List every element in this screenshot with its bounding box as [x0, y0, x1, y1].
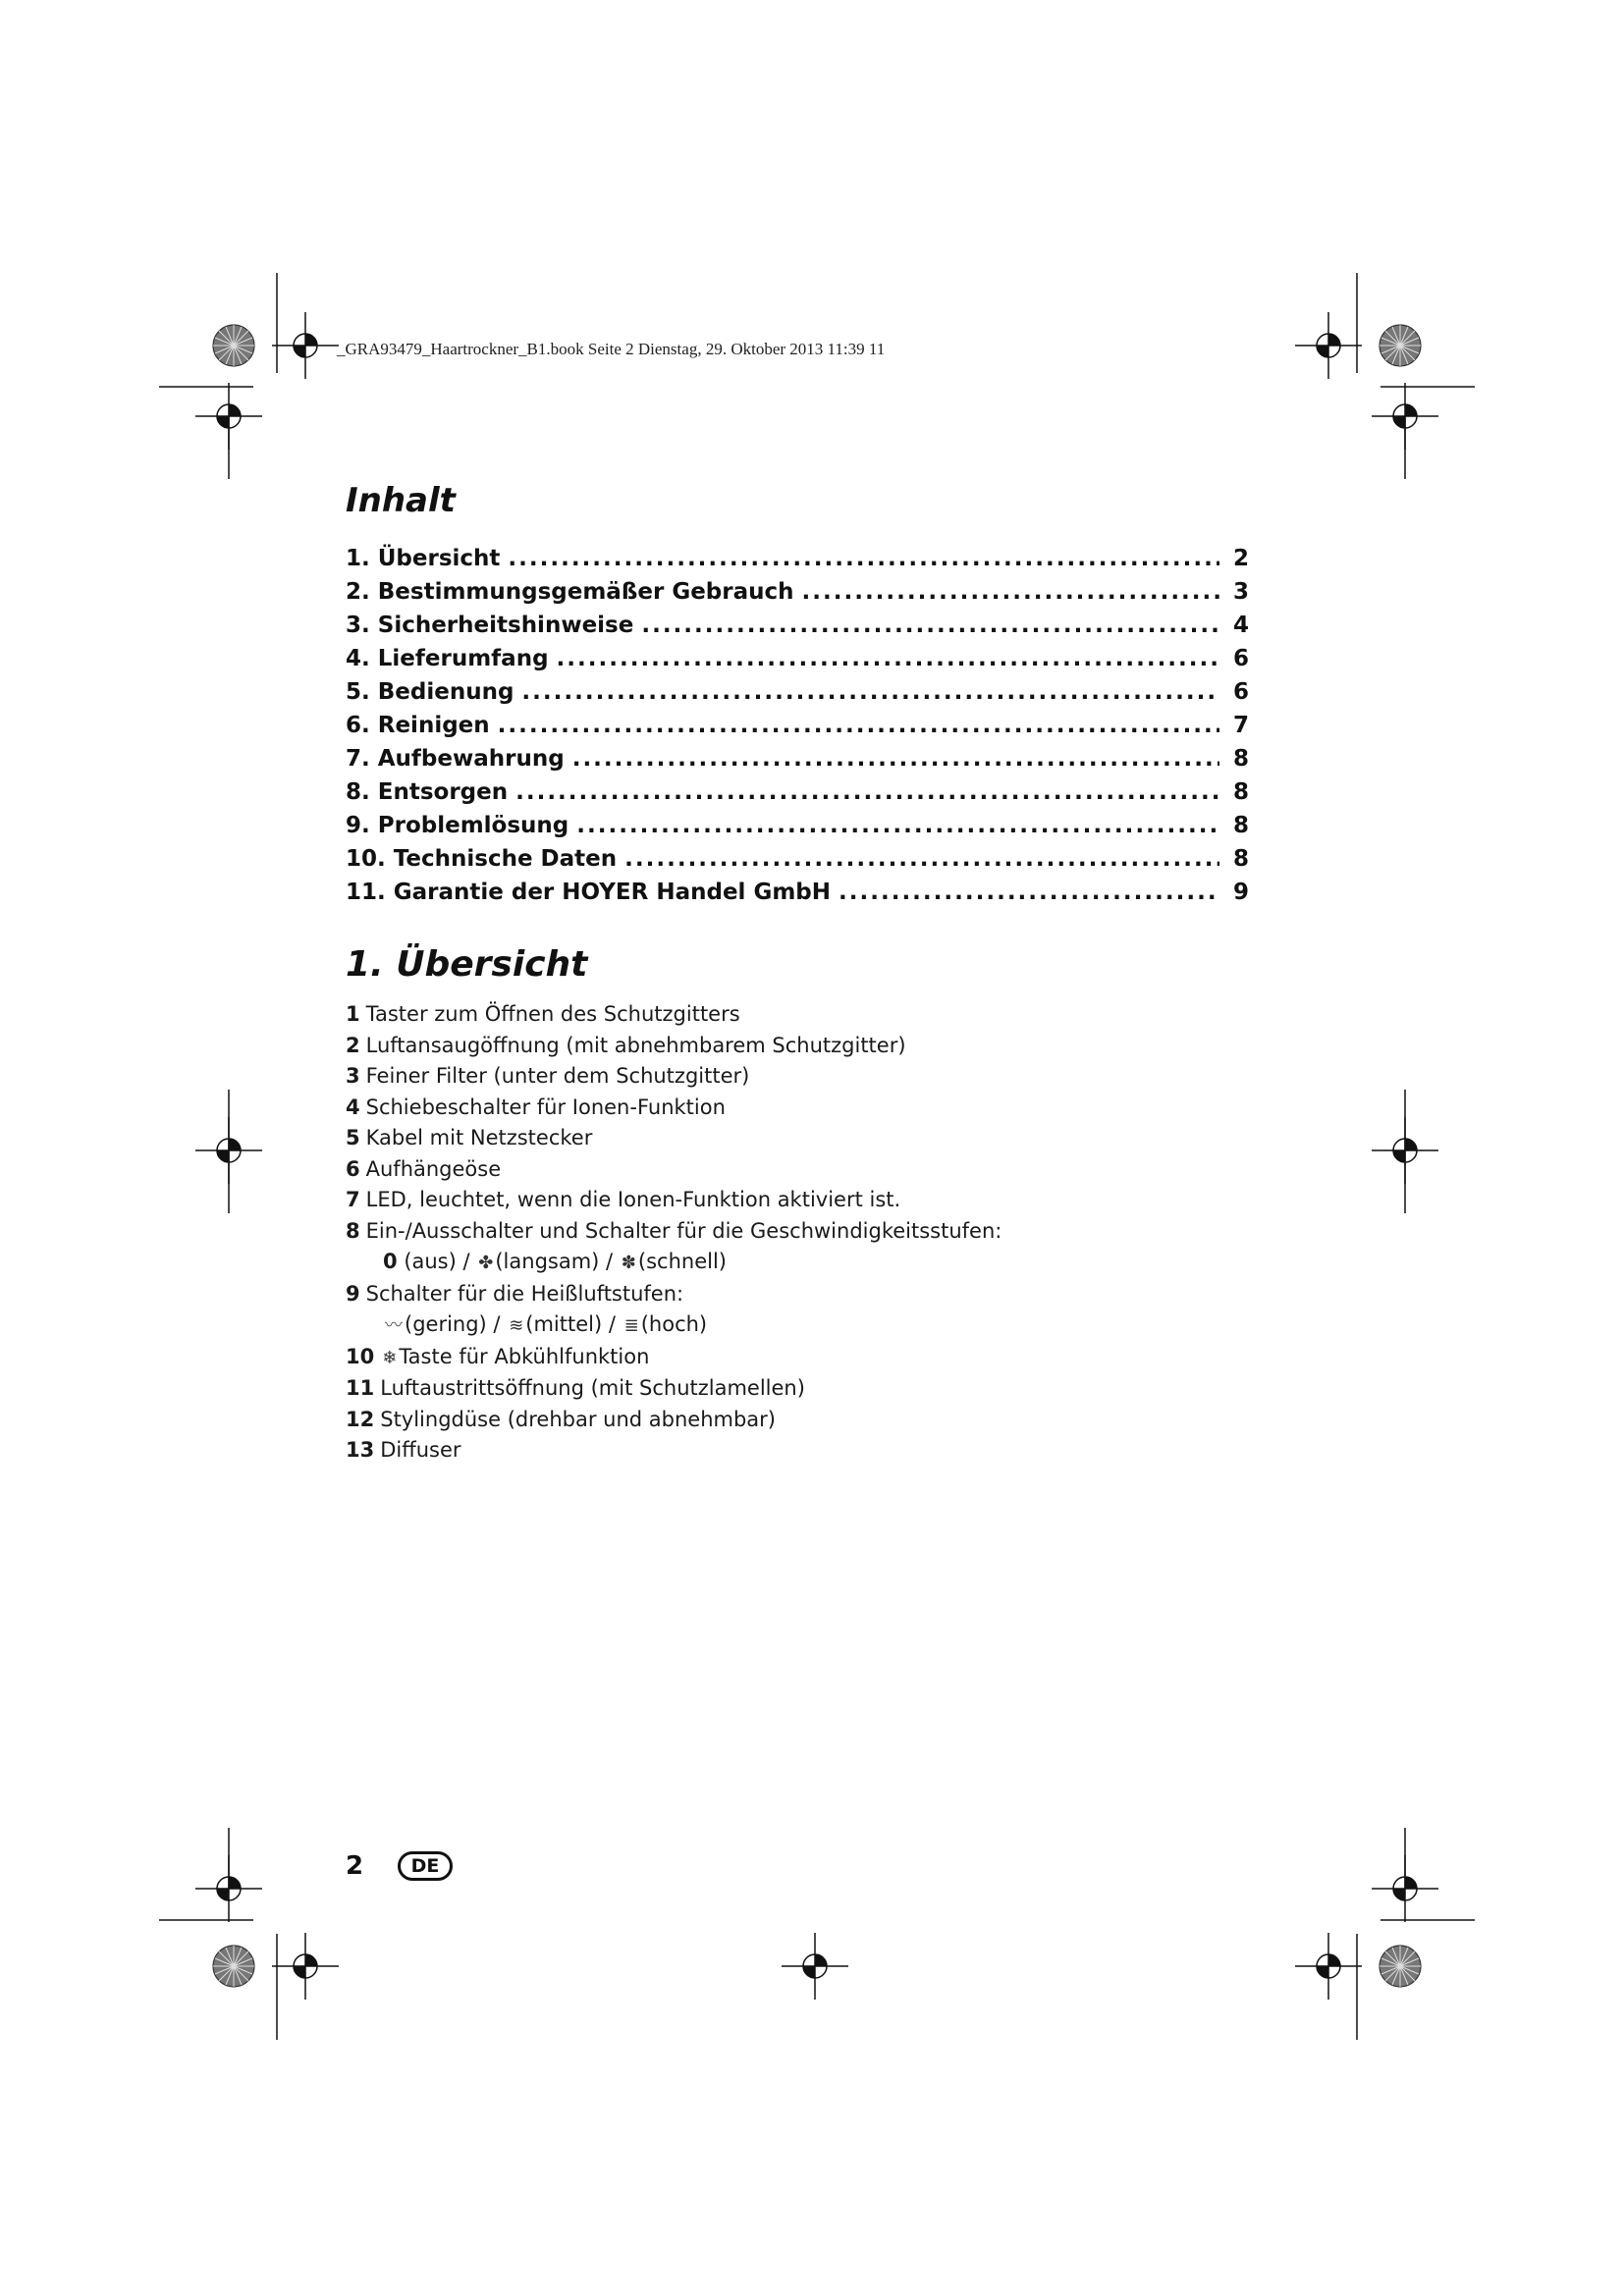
toc-entry[interactable]: 8. Entsorgen ..... 8 [346, 775, 1249, 809]
toc-entry[interactable]: 11. Garantie der HOYER Handel GmbH ..... 9 [346, 876, 1249, 909]
fan-slow-icon: ✤ [478, 1253, 494, 1273]
heat-medium-icon: ≋ [509, 1315, 524, 1336]
list-item: 8 Ein-/Ausschalter und Schalter für die Geschwindigkeitsstufen: [346, 1218, 1002, 1243]
list-item: 3 Feiner Filter (unter dem Schutzgitter) [346, 1064, 750, 1088]
list-item: 10 ❄Taste für Abkühlfunktion [346, 1342, 1229, 1374]
list-item: 9 Schalter für die Heißluftstufen: [346, 1281, 684, 1306]
toc-entry[interactable]: 4. Lieferumfang ..... 6 [346, 642, 1249, 675]
language-badge: DE [398, 1851, 453, 1881]
overview-list [346, 999, 1229, 1467]
section-heading-overview: 1. Übersicht [346, 944, 588, 985]
snowflake-icon: ❄ [382, 1347, 398, 1368]
file-header: _GRA93479_Haartrockner_B1.book Seite 2 Dienstag, 29. Oktober 2013 11:39 11 [337, 340, 886, 358]
fan-fast-icon: ✽ [621, 1253, 636, 1273]
list-item: 11 Luftaustrittsöffnung (mit Schutzlamellen) [346, 1376, 805, 1400]
heat-low-icon: 〰 [385, 1315, 403, 1336]
list-item: 7 LED, leuchtet, wenn die Ionen-Funktion aktiviert ist. [346, 1188, 901, 1211]
heat-high-icon: ≣ [623, 1315, 639, 1336]
page-number: 2 [346, 1851, 364, 1881]
heat-levels-line: 〰(gering) / ≋(mittel) / ≣(hoch) [346, 1309, 1229, 1342]
toc-entry[interactable]: 2. Bestimmungsgemäßer Gebrauch ..... 3 [346, 575, 1249, 609]
speed-levels-line: 0 (aus) / ✤(langsam) / ✽(schnell) [346, 1247, 1229, 1279]
toc-entry[interactable]: 7. Aufbewahrung ..... 8 [346, 742, 1249, 775]
toc-entry[interactable]: 9. Problemlösung ..... 8 [346, 809, 1249, 842]
list-item: 6 Aufhängeöse [346, 1156, 502, 1181]
toc-heading: Inhalt [346, 481, 456, 520]
list-item: 4 Schiebeschalter für Ionen-Funktion [346, 1095, 726, 1119]
toc-entry[interactable]: 3. Sicherheitshinweise ..... 4 [346, 609, 1249, 642]
list-item: 5 Kabel mit Netzstecker [346, 1126, 593, 1149]
toc-entry[interactable]: 5. Bedienung ..... 6 [346, 675, 1249, 709]
toc-entry[interactable]: 10. Technische Daten ..... 8 [346, 842, 1249, 876]
toc-entry[interactable]: 6. Reinigen ..... 7 [346, 709, 1249, 742]
list-item: 2 Luftansaugöffnung (mit abnehmbarem Schutzgitter) [346, 1033, 906, 1057]
toc-entry[interactable]: 1. Übersicht ..... 2 [346, 542, 1249, 575]
table-of-contents [346, 542, 1249, 909]
list-item: 13 Diffuser [346, 1438, 461, 1462]
list-item: 12 Stylingdüse (drehbar und abnehmbar) [346, 1407, 776, 1431]
list-item: 1 Taster zum Öffnen des Schutzgitters [346, 1002, 740, 1026]
